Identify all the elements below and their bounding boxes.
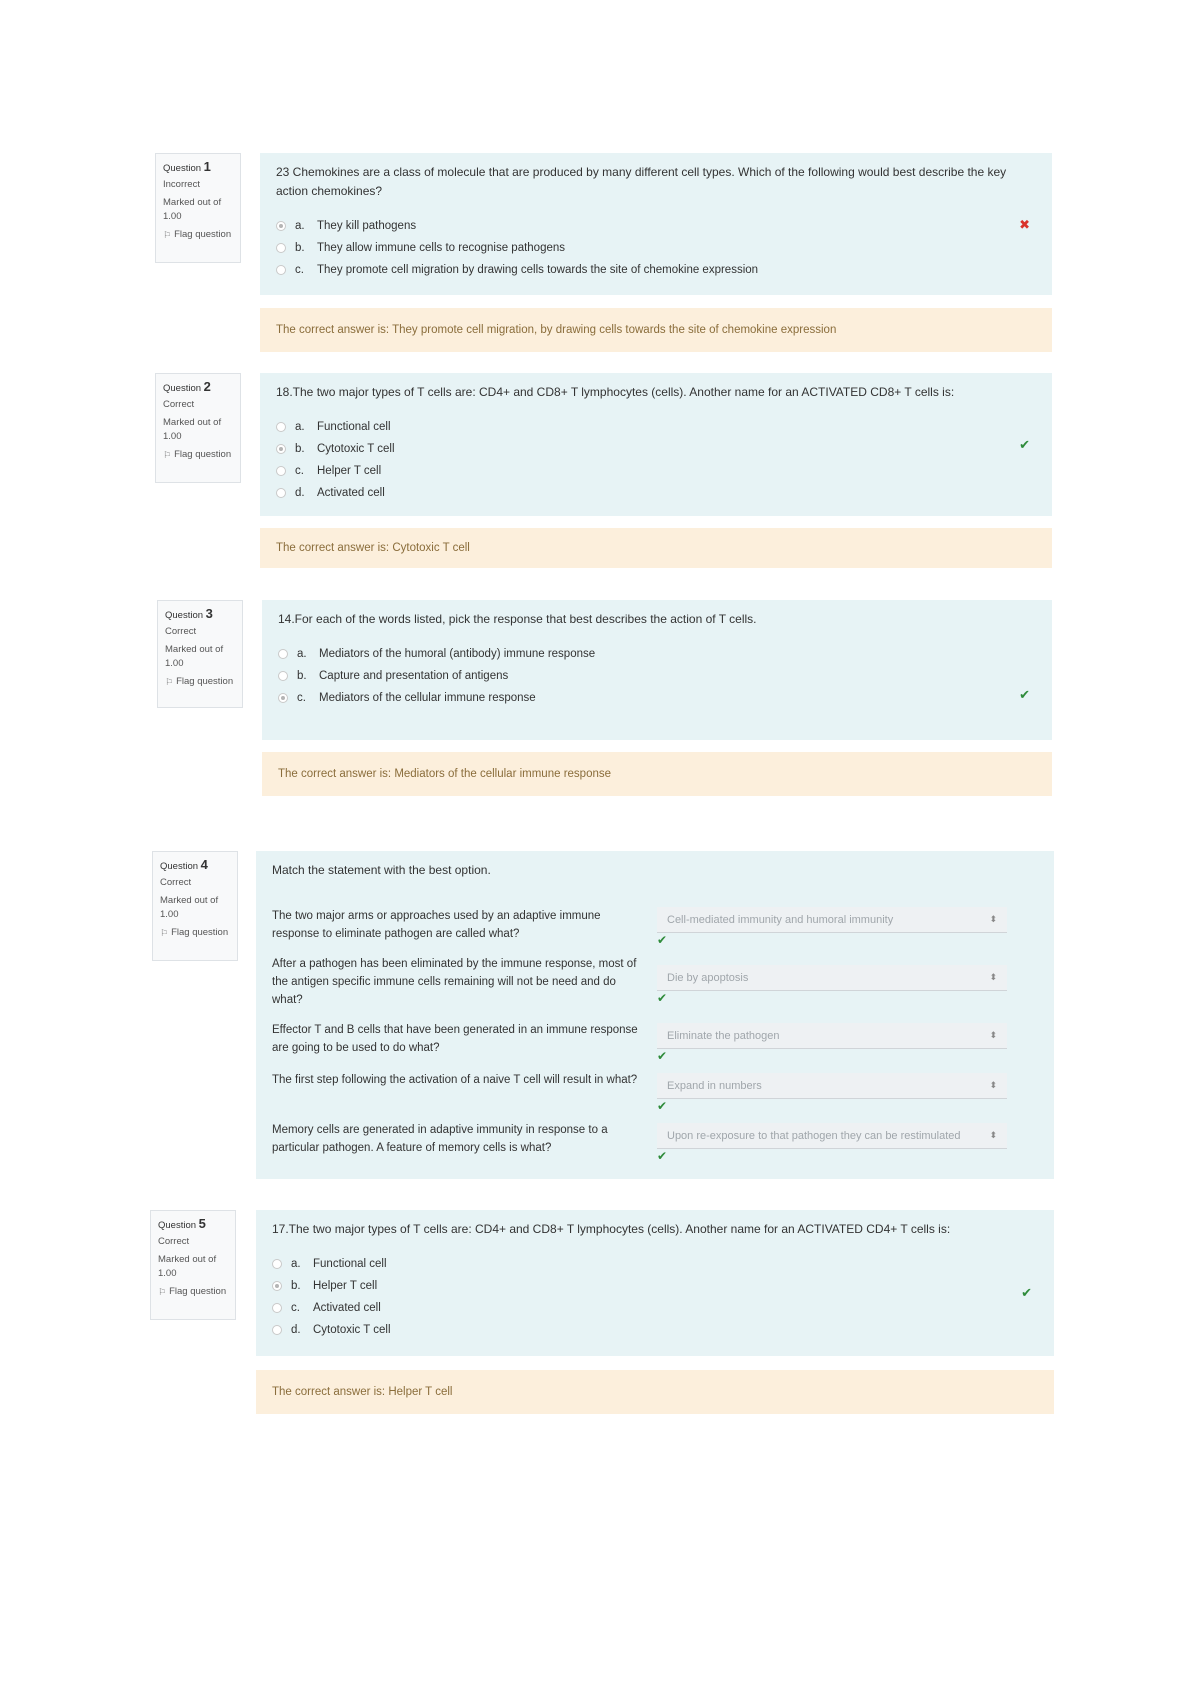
question-state: Correct bbox=[163, 399, 195, 410]
radio-button[interactable] bbox=[278, 671, 288, 681]
question-number: Question 3 bbox=[165, 606, 213, 621]
question-state: Correct bbox=[160, 877, 192, 888]
radio-button[interactable] bbox=[276, 265, 286, 275]
radio-button[interactable] bbox=[272, 1281, 282, 1291]
match-select[interactable]: Die by apoptosis ⬍ bbox=[657, 965, 1007, 991]
answer-option[interactable]: b. Helper T cell bbox=[272, 1275, 1038, 1297]
correct-answer-text: The correct answer is: They promote cell migration, by drawing cells towards the site of chemokine expression bbox=[276, 324, 837, 336]
radio-button[interactable] bbox=[272, 1325, 282, 1335]
match-select[interactable]: Upon re-exposure to that pathogen they can be restimulated ⬍ bbox=[657, 1123, 1007, 1149]
question-content-1 bbox=[260, 153, 1052, 295]
check-icon: ✔ bbox=[657, 933, 668, 947]
question-state: Correct bbox=[158, 1236, 190, 1247]
feedback-box-1 bbox=[260, 308, 1052, 352]
match-select[interactable]: Cell-mediated immunity and humoral immunity ⬍ bbox=[657, 907, 1007, 933]
select-arrows-icon: ⬍ bbox=[989, 1130, 997, 1140]
answer-option[interactable]: d. Cytotoxic T cell bbox=[272, 1319, 1038, 1341]
flag-icon: ⚐ bbox=[163, 450, 172, 460]
radio-button[interactable] bbox=[276, 221, 286, 231]
feedback-box-3 bbox=[262, 752, 1052, 796]
answer-option[interactable]: a. Mediators of the humoral (antibody) immune response bbox=[278, 643, 1036, 665]
radio-button[interactable] bbox=[272, 1303, 282, 1313]
check-icon: ✔ bbox=[657, 1049, 668, 1063]
answer-option[interactable]: b. They allow immune cells to recognise pathogens bbox=[276, 237, 1036, 259]
question-number: Question 1 bbox=[163, 159, 211, 174]
correct-answer-text: The correct answer is: Cytotoxic T cell bbox=[276, 542, 470, 554]
check-icon: ✔ bbox=[1019, 687, 1030, 702]
flag-icon: ⚐ bbox=[158, 1287, 167, 1297]
answer-option[interactable]: c. They promote cell migration by drawing cells towards the site of chemokine expression bbox=[276, 259, 1036, 281]
question-state: Correct bbox=[165, 626, 197, 637]
correct-answer-text: The correct answer is: Helper T cell bbox=[272, 1386, 453, 1398]
answer-option[interactable]: a. Functional cell bbox=[276, 416, 1036, 438]
question-number: Question 2 bbox=[163, 379, 211, 394]
answer-option[interactable]: d. Activated cell bbox=[276, 482, 1036, 504]
check-icon: ✔ bbox=[657, 1149, 668, 1163]
match-statement: Memory cells are generated in adaptive immunity in response to a particular pathogen. A feature of memory cells is what? bbox=[272, 1124, 608, 1154]
flag-icon: ⚐ bbox=[165, 677, 174, 687]
cross-icon: ✖ bbox=[1019, 217, 1030, 232]
radio-button[interactable] bbox=[278, 649, 288, 659]
flag-icon: ⚐ bbox=[160, 928, 169, 938]
select-arrows-icon: ⬍ bbox=[989, 1080, 997, 1090]
question-content-5 bbox=[256, 1210, 1054, 1356]
question-text: 17.The two major types of T cells are: CD4+ and CD8+ T lymphocytes (cells). Another name for an ACTIVATED CD4+ T cells is: bbox=[272, 1222, 951, 1236]
answer-option[interactable]: a. Functional cell bbox=[272, 1253, 1038, 1275]
answer-option[interactable]: b. Capture and presentation of antigens bbox=[278, 665, 1036, 687]
question-text: Match the statement with the best option. bbox=[272, 863, 491, 877]
flag-question-link[interactable]: ⚐ Flag question bbox=[163, 229, 232, 240]
feedback-box-5 bbox=[256, 1370, 1054, 1414]
question-state: Incorrect bbox=[163, 179, 200, 190]
radio-button[interactable] bbox=[276, 422, 286, 432]
flag-icon: ⚐ bbox=[163, 230, 172, 240]
radio-button[interactable] bbox=[272, 1259, 282, 1269]
radio-button[interactable] bbox=[278, 693, 288, 703]
match-statement: The first step following the activation of a naive T cell will result in what? bbox=[272, 1074, 638, 1086]
question-grade: Marked out of 1.00 bbox=[158, 1254, 217, 1279]
check-icon: ✔ bbox=[657, 991, 668, 1005]
flag-question-link[interactable]: ⚐ Flag question bbox=[163, 449, 232, 460]
flag-question-link[interactable]: ⚐ Flag question bbox=[160, 927, 229, 938]
select-arrows-icon: ⬍ bbox=[989, 972, 997, 982]
radio-button[interactable] bbox=[276, 444, 286, 454]
match-statement: Effector T and B cells that have been generated in an immune response are going to be used to do what? bbox=[272, 1024, 638, 1054]
answer-option[interactable]: c. Activated cell bbox=[272, 1297, 1038, 1319]
flag-question-link[interactable]: ⚐ Flag question bbox=[158, 1286, 227, 1297]
question-grade: Marked out of 1.00 bbox=[165, 644, 224, 669]
question-content-4 bbox=[256, 851, 1054, 1179]
answer-option[interactable]: a. They kill pathogens bbox=[276, 215, 1036, 237]
select-arrows-icon: ⬍ bbox=[989, 1030, 997, 1040]
question-info-4 bbox=[152, 851, 238, 961]
question-number: Question 5 bbox=[158, 1216, 206, 1231]
radio-button[interactable] bbox=[276, 243, 286, 253]
question-grade: Marked out of 1.00 bbox=[163, 197, 222, 222]
question-content-3 bbox=[262, 600, 1052, 740]
check-icon: ✔ bbox=[1021, 1285, 1032, 1300]
question-text: 18.The two major types of T cells are: CD4+ and CD8+ T lymphocytes (cells). Another name for an ACTIVATED CD8+ T cells is: bbox=[276, 385, 955, 399]
match-select[interactable]: Expand in numbers ⬍ bbox=[657, 1073, 1007, 1099]
check-icon: ✔ bbox=[1019, 437, 1030, 452]
question-grade: Marked out of 1.00 bbox=[163, 417, 222, 442]
feedback-box-2 bbox=[260, 528, 1052, 568]
question-info-1 bbox=[155, 153, 241, 263]
question-number: Question 4 bbox=[160, 857, 208, 872]
radio-button[interactable] bbox=[276, 488, 286, 498]
question-text: 14.For each of the words listed, pick the response that best describes the action of T cells. bbox=[278, 612, 757, 626]
match-select[interactable]: Eliminate the pathogen ⬍ bbox=[657, 1023, 1007, 1049]
question-info-5 bbox=[150, 1210, 236, 1320]
match-statement: After a pathogen has been eliminated by the immune response, most of the antigen specific immune cells remaining will not be need and do what? bbox=[272, 958, 637, 1006]
question-text: 23 Chemokines are a class of molecule that are produced by many different cell types. Which of the following would best describe the key action chemokines? bbox=[276, 165, 1007, 198]
question-grade: Marked out of 1.00 bbox=[160, 895, 219, 920]
question-info-2 bbox=[155, 373, 241, 483]
radio-button[interactable] bbox=[276, 466, 286, 476]
question-content-2 bbox=[260, 373, 1052, 516]
answer-option[interactable]: c. Mediators of the cellular immune response bbox=[278, 687, 1036, 709]
select-arrows-icon: ⬍ bbox=[989, 914, 997, 924]
correct-answer-text: The correct answer is: Mediators of the cellular immune response bbox=[278, 768, 612, 780]
flag-question-link[interactable]: ⚐ Flag question bbox=[165, 676, 234, 687]
check-icon: ✔ bbox=[657, 1099, 668, 1113]
answer-option[interactable]: c. Helper T cell bbox=[276, 460, 1036, 482]
question-info-3 bbox=[157, 600, 243, 708]
match-statement: The two major arms or approaches used by an adaptive immune response to eliminate pathogen are called what? bbox=[272, 910, 601, 940]
answer-option[interactable]: b. Cytotoxic T cell bbox=[276, 438, 1036, 460]
